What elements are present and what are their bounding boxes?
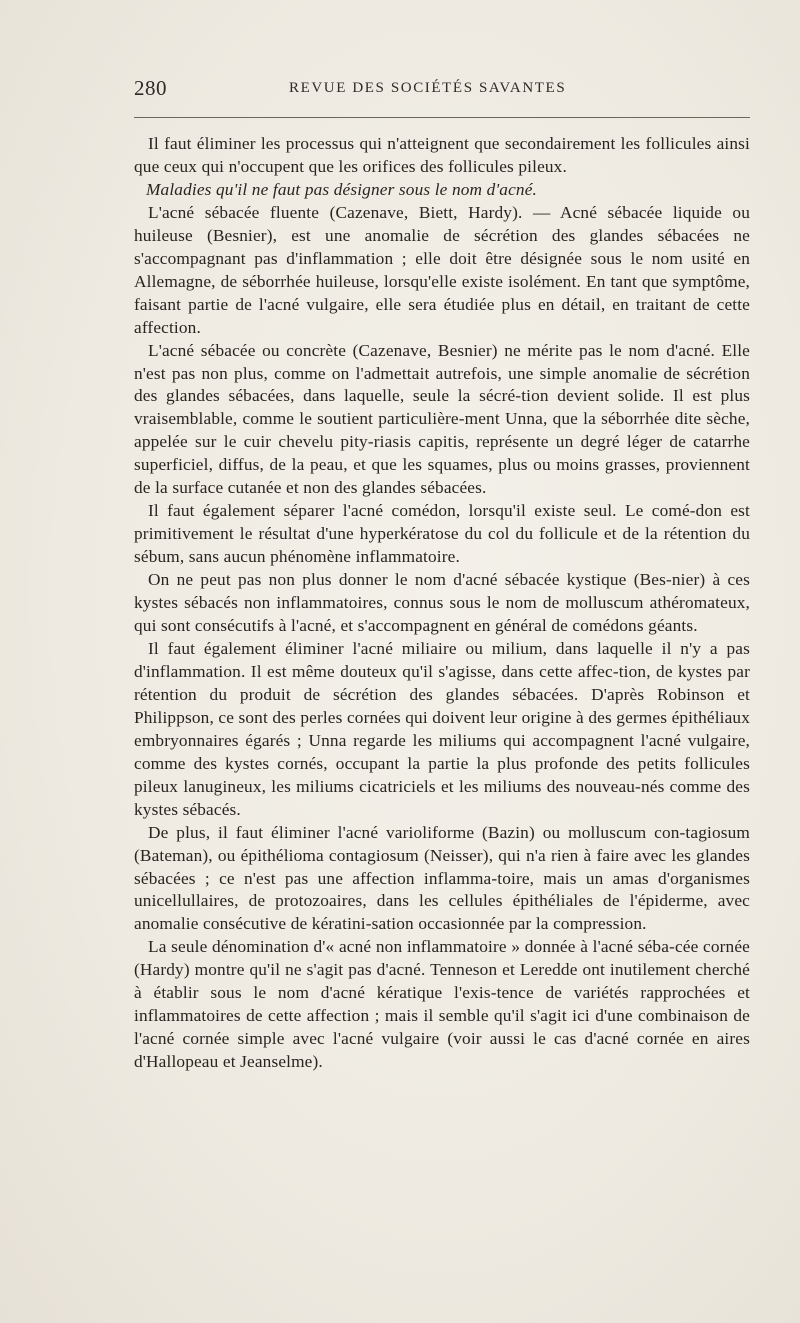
body-text — [134, 133, 750, 1074]
page-header — [134, 76, 750, 102]
paragraph: On ne peut pas non plus donner le nom d'acné sébacée kystique (Bes-nier) à ces kystes sébacés non inflammatoires, connus sous le nom de molluscum athéromateux, qui sont consécutifs à l'acné, et s'accompagnent en général de comédons géants. — [134, 570, 750, 636]
paragraph: Il faut également séparer l'acné comédon, lorsqu'il existe seul. Le comé-don est primitivement le résultat d'une hyperkératose du col du follicule et de la rétention du sébum, sans aucun phénomène inflammatoire. — [134, 501, 750, 567]
paragraph: L'acné sébacée fluente (Cazenave, Biett, Hardy). — Acné sébacée liquide ou huileuse (Besnier), est une anomalie de sécrétion des glandes sébacées ne s'accompagnant pas d'inflammation ; elle doit être désignée sous le nom usité en Allemagne, de séborrhée huileuse, lorsqu'elle existe isolément. En tant que symptôme, faisant partie de l'acné vulgaire, elle sera étudiée plus en détail, en traitant de cette affection. — [134, 202, 750, 337]
running-head: REVUE DES SOCIÉTÉS SAVANTES — [289, 80, 567, 96]
page-number: 280 — [134, 76, 167, 100]
paragraph: De plus, il faut éliminer l'acné varioliforme (Bazin) ou molluscum con-tagiosum (Bateman), ou épithélioma contagiosum (Neisser), qui n'a rien à faire avec les glandes sébacées ; ce n'est pas une affection inflamma-toire, mais un amas d'organismes unicellullaires, de protozoaires, dans les cellules épithéliales de l'épiderme, avec anomalie consécutive de kératini-sation occasionnée par la compression. — [134, 822, 750, 934]
paragraph: L'acné sébacée ou concrète (Cazenave, Besnier) ne mérite pas le nom d'acné. Elle n'est pas non plus, comme on l'admettait autrefois, une simple anomalie de sécrétion des glandes sébacées, dans laquelle, seule la sécré-tion devient solide. Il est plus vraisemblable, comme le soutient particulière-ment Unna, que la séborrhée dite sèche, appelée sur le cuir chevelu pity-riasis capitis, représente un degré léger de catarrhe superficiel, diffus, de la peau, et que les squames, plus ou moins grasses, proviennent de la surface cutanée et non des glandes sébacées. — [134, 340, 750, 498]
section-heading: Maladies qu'il ne faut pas désigner sous le nom d'acné. — [146, 179, 537, 199]
header-rule — [134, 117, 750, 118]
paragraph: Il faut éliminer les processus qui n'atteignent que secondairement les follicules ainsi que ceux qui n'occupent que les orifices des follicules pileux. — [134, 134, 750, 176]
paragraph: Il faut également éliminer l'acné miliaire ou milium, dans laquelle il n'y a pas d'inflammation. Il est même douteux qu'il s'agisse, dans cette affec-tion, de kystes par rétention du produit de sécrétion des glandes sébacées. D'après Robinson et Philippson, ce sont des perles cornées qui doivent leur origine à des germes épithéliaux embryonnaires égarés ; Unna regarde les miliums qui accompagnent l'acné vulgaire, comme des kystes cornés, occupant la partie la plus profonde des petits follicules pileux lanugineux, les miliums cicatriciels et les miliums des nouveau-nés comme des kystes sébacés. — [134, 638, 750, 819]
paragraph: La seule dénomination d'« acné non inflammatoire » donnée à l'acné séba-cée cornée (Hardy) montre qu'il ne s'agit pas d'acné. Tenneson et Leredde ont inutilement cherché à établir sous le nom d'acné kératique l'exis-tence de variétés rapprochées et inflammatoires de cette affection ; mais il semble qu'il s'agit ici d'une combinaison de l'acné cornée simple avec l'acné vulgaire (voir aussi le cas d'acné cornée en aires d'Hallopeau et Jeanselme). — [134, 937, 750, 1072]
